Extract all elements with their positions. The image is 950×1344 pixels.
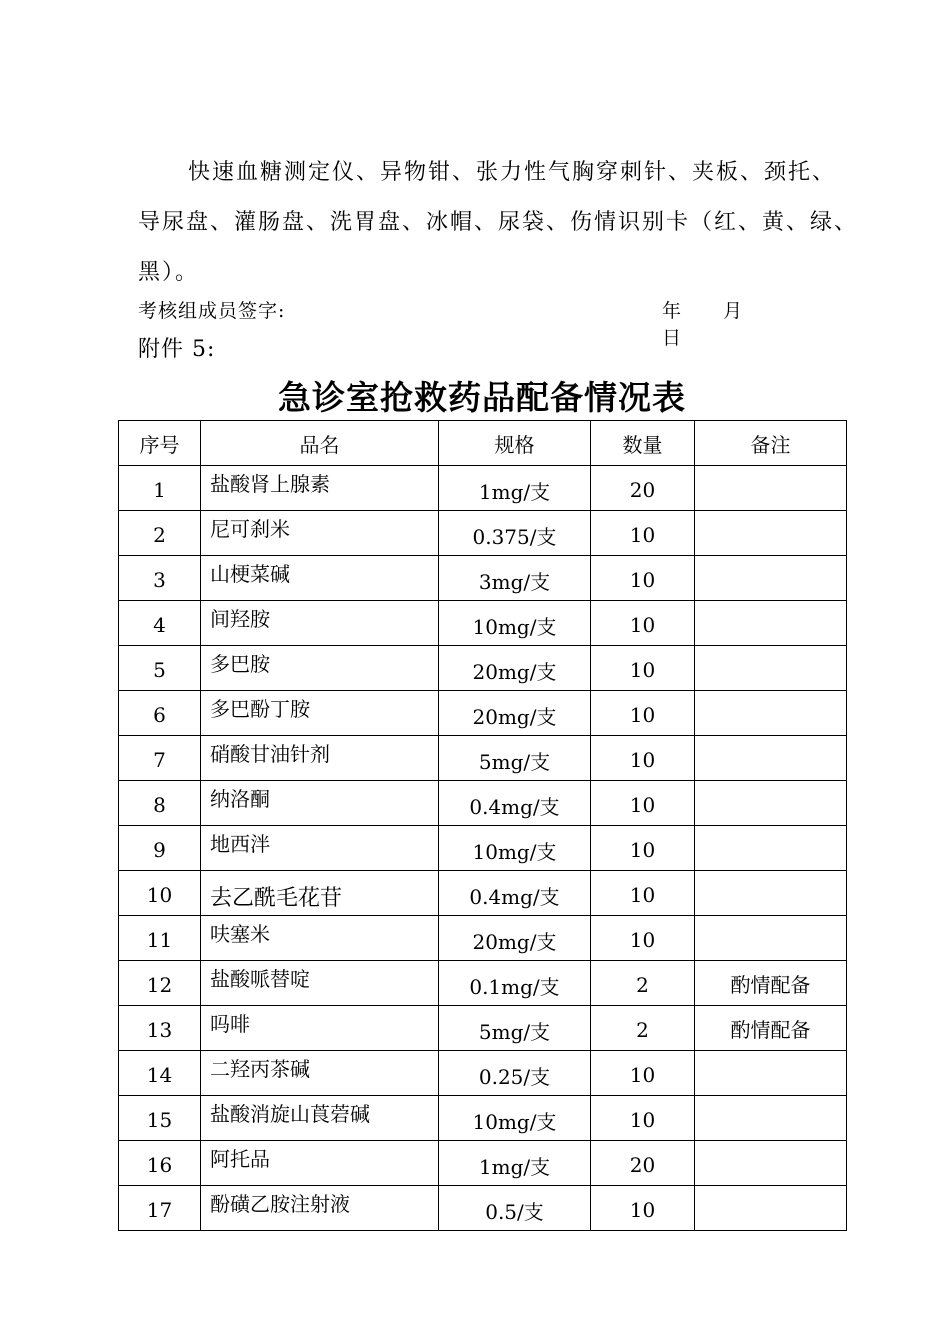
row-note: [695, 826, 847, 871]
table-row: [119, 466, 847, 511]
drug-table: [118, 420, 847, 1231]
row-note: [695, 1141, 847, 1186]
table-row: [119, 1096, 847, 1141]
table-row: [119, 871, 847, 916]
row-note: [695, 916, 847, 961]
signature-label: 考核组成员签字:: [138, 300, 286, 322]
row-note: [695, 781, 847, 826]
table-row: [119, 1186, 847, 1231]
row-spec: 20mg/支: [439, 691, 591, 736]
equipment-paragraph: [138, 148, 859, 298]
row-qty: 10: [591, 916, 695, 961]
row-name: 地西泮: [201, 826, 439, 871]
row-qty: 2: [591, 961, 695, 1006]
row-qty: 10: [591, 1096, 695, 1141]
row-note: 酌情配备: [695, 961, 847, 1006]
row-name: 间羟胺: [201, 601, 439, 646]
row-spec: 20mg/支: [439, 916, 591, 961]
row-no: 8: [119, 781, 201, 826]
row-note: [695, 511, 847, 556]
row-qty: 10: [591, 556, 695, 601]
signature-row: [138, 296, 838, 349]
date-month: 月: [723, 300, 744, 322]
row-spec: 0.25/支: [439, 1051, 591, 1096]
table-row: [119, 511, 847, 556]
row-qty: 20: [591, 1141, 695, 1186]
row-spec: 0.5/支: [439, 1186, 591, 1231]
row-note: [695, 736, 847, 781]
row-note: [695, 691, 847, 736]
row-no: 3: [119, 556, 201, 601]
attachment-label: 附件 5:: [138, 337, 216, 362]
row-spec: 0.4mg/支: [439, 781, 591, 826]
row-no: 11: [119, 916, 201, 961]
table-row: [119, 556, 847, 601]
table-row: [119, 691, 847, 736]
row-name: 多巴胺: [201, 646, 439, 691]
row-name: 二羟丙茶碱: [201, 1051, 439, 1096]
row-qty: 10: [591, 646, 695, 691]
signature-date: [662, 296, 838, 350]
row-no: 13: [119, 1006, 201, 1051]
row-name: 纳洛酮: [201, 781, 439, 826]
row-name: 盐酸哌替啶: [201, 961, 439, 1006]
row-spec: 10mg/支: [439, 601, 591, 646]
row-no: 4: [119, 601, 201, 646]
header-no: 序号: [119, 421, 201, 466]
row-name: 酚磺乙胺注射液: [201, 1186, 439, 1231]
row-name: 盐酸消旋山莨菪碱: [201, 1096, 439, 1141]
row-note: [695, 1096, 847, 1141]
row-qty: 10: [591, 826, 695, 871]
row-qty: 10: [591, 871, 695, 916]
table-row: [119, 826, 847, 871]
header-spec: 规格: [439, 421, 591, 466]
row-no: 7: [119, 736, 201, 781]
table-row: [119, 1141, 847, 1186]
row-spec: 0.1mg/支: [439, 961, 591, 1006]
row-no: 16: [119, 1141, 201, 1186]
row-qty: 10: [591, 1186, 695, 1231]
row-spec: 0.375/支: [439, 511, 591, 556]
header-note: 备注: [695, 421, 847, 466]
row-name: 多巴酚丁胺: [201, 691, 439, 736]
row-no: 10: [119, 871, 201, 916]
table-header-row: [119, 421, 847, 466]
paragraph-line-1: 快速血糖测定仪、异物钳、张力性气胸穿刺针、夹板、颈托、: [188, 160, 837, 185]
row-name: 阿托品: [201, 1141, 439, 1186]
table-row: [119, 736, 847, 781]
row-name: 硝酸甘油针剂: [201, 736, 439, 781]
header-name: 品名: [201, 421, 439, 466]
table-row: [119, 646, 847, 691]
row-note: 酌情配备: [695, 1006, 847, 1051]
row-spec: 3mg/支: [439, 556, 591, 601]
row-no: 17: [119, 1186, 201, 1231]
paragraph-line-3: 黑）。: [138, 260, 200, 285]
row-qty: 10: [591, 1051, 695, 1096]
row-qty: 20: [591, 466, 695, 511]
row-spec: 1mg/支: [439, 466, 591, 511]
row-qty: 10: [591, 781, 695, 826]
row-qty: 10: [591, 601, 695, 646]
row-spec: 5mg/支: [439, 736, 591, 781]
row-note: [695, 1051, 847, 1096]
row-qty: 10: [591, 511, 695, 556]
row-note: [695, 646, 847, 691]
table-row: [119, 961, 847, 1006]
date-day: 日: [662, 327, 683, 349]
table-row: [119, 1051, 847, 1096]
row-qty: 10: [591, 736, 695, 781]
row-no: 12: [119, 961, 201, 1006]
table-row: [119, 916, 847, 961]
row-note: [695, 1186, 847, 1231]
row-spec: 1mg/支: [439, 1141, 591, 1186]
row-name: 盐酸肾上腺素: [201, 466, 439, 511]
page-title: 急诊室抢救药品配备情况表: [278, 378, 686, 417]
row-spec: 5mg/支: [439, 1006, 591, 1051]
date-year: 年: [662, 300, 683, 322]
row-qty: 2: [591, 1006, 695, 1051]
row-name: 去乙酰毛花苷: [201, 871, 439, 916]
row-name: 山梗菜碱: [201, 556, 439, 601]
row-no: 1: [119, 466, 201, 511]
row-no: 15: [119, 1096, 201, 1141]
row-qty: 10: [591, 691, 695, 736]
row-spec: 10mg/支: [439, 1096, 591, 1141]
table-row: [119, 781, 847, 826]
header-qty: 数量: [591, 421, 695, 466]
paragraph-line-2: 导尿盘、灌肠盘、洗胃盘、冰帽、尿袋、伤情识别卡（红、黄、绿、: [138, 210, 859, 235]
row-no: 6: [119, 691, 201, 736]
row-name: 呋塞米: [201, 916, 439, 961]
row-no: 5: [119, 646, 201, 691]
row-name: 吗啡: [201, 1006, 439, 1051]
row-spec: 10mg/支: [439, 826, 591, 871]
row-no: 2: [119, 511, 201, 556]
table-row: [119, 1006, 847, 1051]
row-no: 14: [119, 1051, 201, 1096]
row-spec: 0.4mg/支: [439, 871, 591, 916]
table-row: [119, 601, 847, 646]
row-spec: 20mg/支: [439, 646, 591, 691]
row-note: [695, 556, 847, 601]
row-note: [695, 871, 847, 916]
row-note: [695, 466, 847, 511]
row-no: 9: [119, 826, 201, 871]
row-name: 尼可刹米: [201, 511, 439, 556]
row-note: [695, 601, 847, 646]
